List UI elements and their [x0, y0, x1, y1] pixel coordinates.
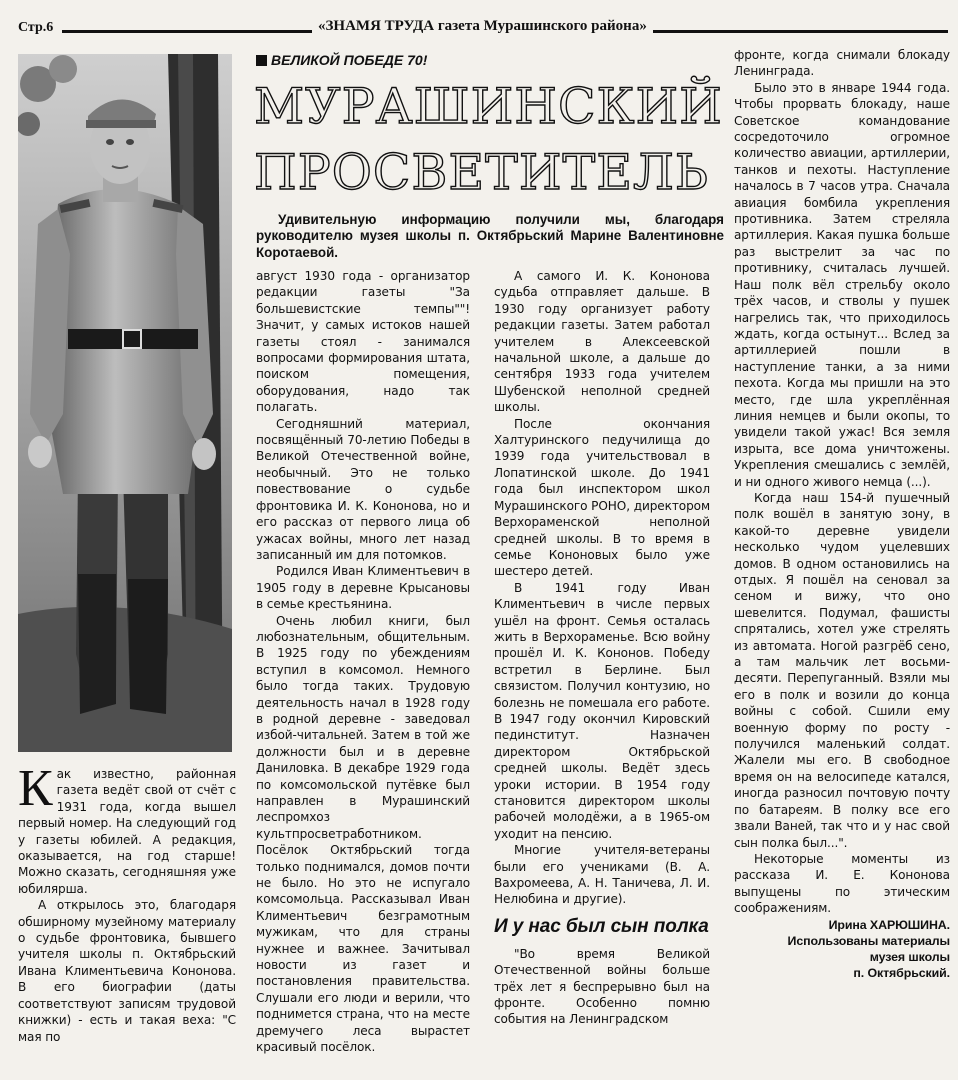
paragraph: А самого И. К. Кононова судьба отправляет дальше. В 1930 году организует работу редакции газеты. Затем работал учителем в Алексеевской начальной школе, а дальше до сентября 1933 года учителем Шубенской неполной средней школы. — [494, 269, 710, 415]
source-note: Использованы материалы — [787, 933, 950, 948]
paragraph: Многие учителя-ветераны были его учениками (В. А. Вахромеева, А. Н. Таничева, Л. И. Нелюбина и другие). — [494, 843, 710, 907]
subheading: И у нас был сын полка — [494, 915, 709, 937]
source-note: п. Октябрьский. — [853, 966, 950, 981]
paragraph: Когда наш 154-й пушечный полк вошёл в занятую зону, в какой-то деревне увидели несколько чудом уцелевших домов. В одном остановились на отдых. Я пошёл на сеновал за сеном и вижу, что оно шевелится. Подумал, фашисты спрятались, хотел уже стрелять из автомата. Ногой разгрёб сено, а там мальчик лет восьми-десяти. Перепуганный. Взяли мы его в полк и возили до конца войны с собой. Сшили ему военную форму по росту - получился маленький солдат. Жалели мы его. В свободное время он на велосипеде катался, иногда разносил почтовую почту по батареям. В полку все его звали Ваней, так что и у нас свой сын полка был...". — [734, 490, 950, 850]
paragraph: А открылось это, благодаря обширному музейному материалу о судьбе фронтовика, бывшего учителя школы п. Октябрьский Ивана Климентьевича Кононова. В его биографии (даты соответствуют записям трудовой книжки) - есть и такая веха: "С мая по — [18, 898, 236, 1044]
paragraph-text: ак известно, районная газета ведёт свой от счёт с 1931 года, когда вышел первый номер. На следующий год у газеты юбилей. А редакция, оказывается, на год старше! Можно сказать, сегодняшняя уже юбилярша. — [18, 767, 236, 896]
paragraph: Очень любил книги, был любознательным, общительным. В 1925 году по убеждениям вступил в комсомол. Немного было тогда таких. Трудовую деятельность начал в 1928 году в родной деревне - заведовал избой-читальней. Затем в той же должности был и в деревне Даниловка. В декабре 1929 года по комсомольской путёвке был направлен в Мурашинский леспромхоз культпросветработником. Посёлок Октябрьский тогда только поднимался, домов почти не было. Но это не испугало комсомольца. Рассказывал Иван Климентьевич безграмотным мужикам, что для страны нужнее и важнее. Зачитывал новости из газет и постановления правительства. Слушали его люди и верили, что поднимется страна, что на месте дремучего леса вырастет красивый посёлок. — [256, 613, 470, 1055]
paragraph — [18, 760, 236, 897]
drop-cap: К — [18, 760, 53, 817]
soldier-photo — [18, 54, 232, 752]
paragraph: Было это в январе 1944 года. Чтобы прорвать блокаду, наше Советское командование сосредоточило огромное количество авиации, артиллерии, танков и пехоты. Наступление началось в 7 часов утра. Сначала авиация бомбила укрепления противника. Затем стреляла артиллерия. Какая пушка больше раз выстрелит за час по противнику, считалась лучшей. Наш полк вёл стрельбу около трёх часов, и стволы у пушек нагрелись так, что приходилось ждать, когда остынут... Вслед за артиллерией пошли в наступление танки, а за ними пехота. Когда мы пришли на это место, где шла укреплённая линия немцев и были окопы, то увидели такой ужас! Вся земля изрыта, все дома уничтожены. Укрепления смешались с землёй, и ни одного живого немца (...). — [734, 80, 950, 489]
lead-paragraph: Удивительную информацию получили мы, благодаря руководителю музея школы п. Октябрьский Марине Валентиновне Коротаевой. — [256, 212, 724, 260]
paragraph: Сегодняшний материал, посвящённый 70-летию Победы в Великой Отечественной войне, необычный. Это не только повествование о судьбе фронтовика И. К. Кононова, но и его рассказ от первого лица об ужасах войны, много лет назад записанный им для потомков. — [256, 416, 470, 562]
article-column-3 — [494, 268, 710, 1028]
section-rubric — [256, 52, 427, 68]
paragraph: август 1930 года - организатор редакции газеты "За большевистские темпы""! Значит, у самых истоков нашей газеты стоял - занимался вопросами формирования штата, поиском помещения, оборудования, надо так полагать. — [256, 269, 470, 415]
paragraph: Родился Иван Климентьевич в 1905 году в деревне Крысановы в семье крестьянина. — [256, 564, 470, 612]
paragraph: В 1941 году Иван Климентьевич в числе первых ушёл на фронт. Семья осталась жить в Верхораменье. Всю войну прошёл И. К. Кононов. Победу встретил в Берлине. Был связистом. Получил контузию, но болезнь не помешала его работе. В 1947 году окончил Кировский пединститут. Назначен директором Октябрьской средней школы. Ведёт здесь уроки истории. В 1954 году становится директором школы рабочей молодёжи, а в 1965-ом уходит на пенсию. — [494, 580, 710, 841]
article-column-4 — [734, 47, 950, 981]
rubric-text: ВЕЛИКОЙ ПОБЕДЕ 70! — [271, 52, 428, 68]
page-number: Стр.6 — [18, 20, 54, 35]
paragraph: "Во время Великой Отечественной войны больше трёх лет я беспрерывно был на фронте. Особенно помню события на Ленинградском — [494, 946, 710, 1027]
article-column-1 — [18, 760, 236, 1045]
author-name: Ирина ХАРЮШИНА. — [828, 917, 950, 932]
author-signature — [734, 917, 950, 982]
article-column-2 — [256, 268, 470, 1056]
paragraph: После окончания Халтуринского педучилища до 1939 года учительствовал в Лопатинской школе. До 1941 года был инспектором школ Мурашинского РОНО, директором Верхораменской неполной средней школы. В то время в семье Кононовых было уже шестеро детей. — [494, 416, 710, 579]
newspaper-title: «ЗНАМЯ ТРУДА газета Мурашинского района» — [312, 18, 653, 35]
paragraph: фронте, когда снимали блокаду Ленинграда. — [734, 48, 950, 79]
rubric-square-icon — [256, 55, 267, 66]
paragraph: Некоторые моменты из рассказа И. Е. Кононова выпущены по этическим соображениям. — [734, 851, 950, 916]
headline-line-1: МУРАШИНСКИЙ — [254, 78, 723, 135]
source-note: музея школы — [869, 949, 950, 964]
headline-line-2: ПРОСВЕТИТЕЛЬ — [254, 144, 709, 201]
